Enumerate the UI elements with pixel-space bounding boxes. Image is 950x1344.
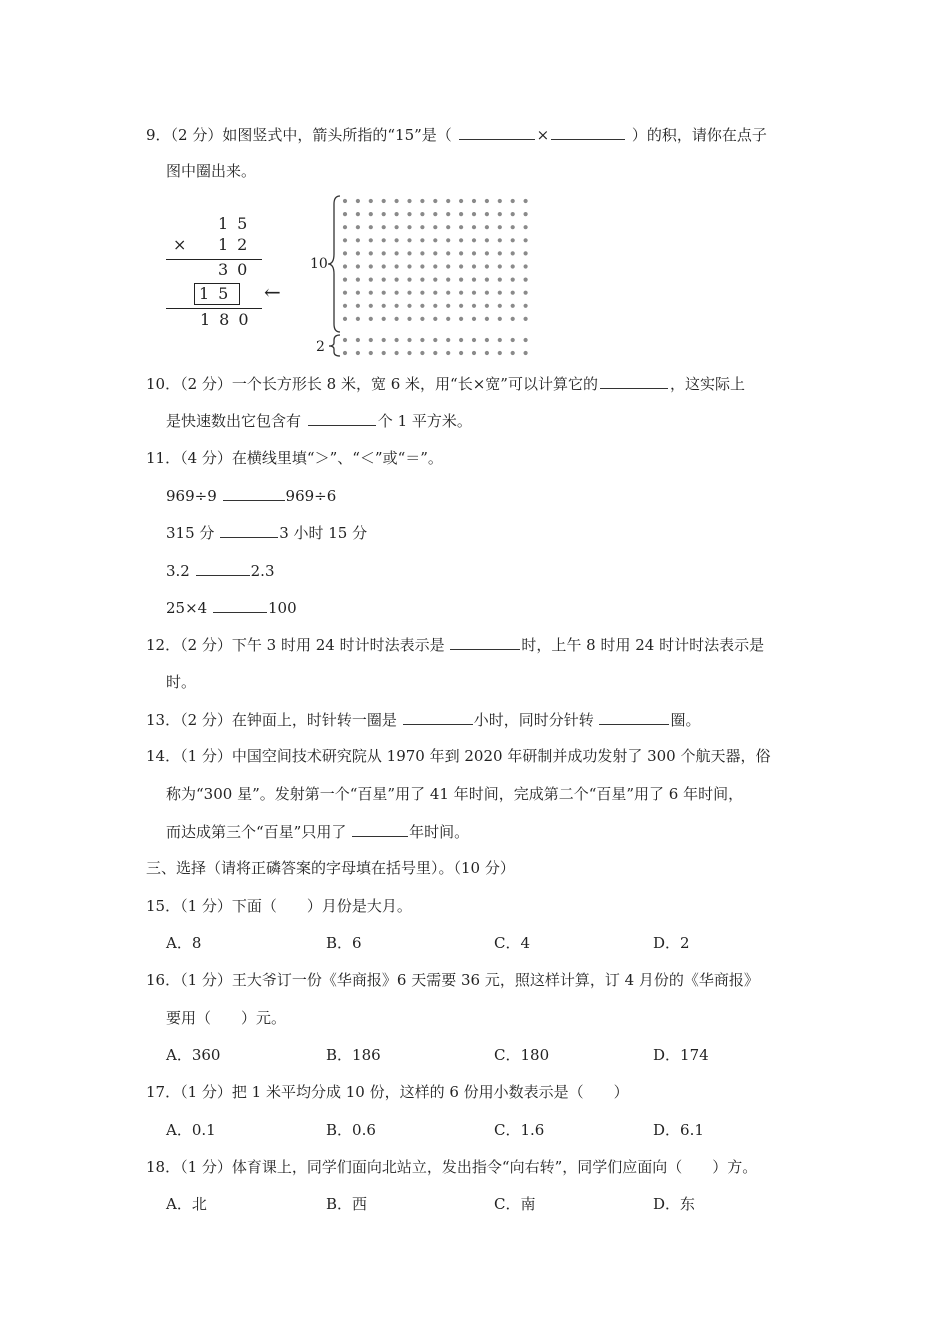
grid-dot[interactable] (433, 317, 437, 321)
grid-dot[interactable] (472, 338, 476, 342)
grid-dot[interactable] (369, 264, 373, 268)
grid-dot[interactable] (420, 238, 424, 242)
grid-dot[interactable] (498, 351, 502, 355)
grid-dot[interactable] (459, 351, 463, 355)
grid-dot[interactable] (485, 251, 489, 255)
grid-dot[interactable] (459, 304, 463, 308)
q11-item-3 (166, 560, 275, 581)
q9-line2: 图中圈出来。 (166, 162, 257, 180)
q18-stem: 18．（1 分）体育课上，同学们面向北站立，发出指令“向右转”，同学们应面向（ ）方。 (146, 1158, 758, 1176)
grid-dot[interactable] (524, 304, 528, 308)
grid-dot[interactable] (446, 278, 450, 282)
grid-dot[interactable] (459, 238, 463, 242)
grid-dot[interactable] (446, 212, 450, 216)
q10-text-a: 10．（2 分）一个长方形长 8 米，宽 6 米，用“长×宽”可以计算它的 (146, 375, 598, 393)
q9-times: × (536, 126, 550, 144)
q11-blank-4[interactable] (213, 597, 267, 613)
grid-dot[interactable] (433, 238, 437, 242)
grid-dot[interactable] (446, 225, 450, 229)
q16-option-c[interactable]: C．180 (494, 1046, 550, 1064)
grid-dot[interactable] (395, 304, 399, 308)
grid-dot[interactable] (356, 238, 360, 242)
grid-dot[interactable] (511, 304, 515, 308)
q18-option-d[interactable]: D．东 (653, 1195, 696, 1213)
grid-dot[interactable] (498, 291, 502, 295)
grid-dot[interactable] (356, 251, 360, 255)
grid-dot[interactable] (343, 351, 347, 355)
grid-dot[interactable] (407, 251, 411, 255)
grid-dot[interactable] (472, 251, 476, 255)
q11-item-1-left: 969÷9 (166, 487, 217, 505)
grid-dot[interactable] (511, 351, 515, 355)
grid-dot[interactable] (420, 264, 424, 268)
grid-dot[interactable] (420, 317, 424, 321)
grid-dot[interactable] (485, 304, 489, 308)
grid-dot[interactable] (485, 317, 489, 321)
grid-dot[interactable] (407, 351, 411, 355)
q18-option-c[interactable]: C．南 (494, 1195, 536, 1213)
grid-dot[interactable] (369, 238, 373, 242)
grid-dot[interactable] (485, 338, 489, 342)
q11-item-2-left: 315 分 (166, 524, 215, 542)
grid-dot[interactable] (459, 291, 463, 295)
q15-stem: 15．（1 分）下面（ ）月份是大月。 (146, 897, 412, 915)
grid-dot[interactable] (395, 338, 399, 342)
grid-dot[interactable] (369, 212, 373, 216)
grid-dot[interactable] (433, 291, 437, 295)
grid-dot[interactable] (369, 291, 373, 295)
grid-dot[interactable] (343, 317, 347, 321)
grid-dot[interactable] (356, 338, 360, 342)
q10-text-c: 是快速数出它包含有 (166, 412, 302, 430)
grid-dot[interactable] (472, 351, 476, 355)
grid-dot[interactable] (459, 338, 463, 342)
grid-dot[interactable] (446, 338, 450, 342)
q14-text-b: 年时间。 (409, 823, 470, 841)
grid-dot[interactable] (356, 199, 360, 203)
grid-dot[interactable] (395, 351, 399, 355)
grid-dot[interactable] (498, 251, 502, 255)
q10-text-b: ，这实际上 (669, 375, 745, 393)
grid-dot[interactable] (498, 264, 502, 268)
grid-dot[interactable] (382, 351, 386, 355)
grid-dot[interactable] (433, 278, 437, 282)
q18-options (166, 1194, 766, 1216)
q13-blank-2[interactable] (599, 709, 669, 725)
q9-text-a: 9．（2 分）如图竖式中，箭头所指的“15”是（ (146, 126, 452, 144)
grid-dot[interactable] (524, 278, 528, 282)
grid-dot[interactable] (343, 225, 347, 229)
grid-dot[interactable] (369, 199, 373, 203)
grid-dot[interactable] (524, 212, 528, 216)
grid-dot[interactable] (498, 278, 502, 282)
grid-dot[interactable] (485, 199, 489, 203)
grid-dot[interactable] (472, 199, 476, 203)
grid-dot[interactable] (382, 264, 386, 268)
grid-dot[interactable] (382, 278, 386, 282)
grid-dot[interactable] (356, 317, 360, 321)
grid-dot[interactable] (433, 304, 437, 308)
grid-dot[interactable] (407, 199, 411, 203)
grid-dot[interactable] (433, 264, 437, 268)
grid-dot[interactable] (369, 304, 373, 308)
grid-dot[interactable] (511, 199, 515, 203)
q11-blank-2[interactable] (220, 522, 278, 538)
grid-dot[interactable] (472, 304, 476, 308)
q11-item-4 (166, 597, 297, 618)
grid-dot[interactable] (407, 304, 411, 308)
q17-option-d[interactable]: D．6.1 (653, 1121, 704, 1139)
grid-dot[interactable] (524, 251, 528, 255)
grid-dot[interactable] (472, 317, 476, 321)
q15-option-c[interactable]: C．4 (494, 934, 531, 952)
grid-dot[interactable] (498, 212, 502, 216)
q14-blank[interactable] (352, 821, 408, 837)
calc-partial-1: 30 (218, 260, 257, 279)
grid-dot[interactable] (369, 278, 373, 282)
grid-dot[interactable] (343, 264, 347, 268)
q15-option-d[interactable]: D．2 (653, 934, 690, 952)
arrow-left-icon: ← (264, 280, 281, 304)
grid-dot[interactable] (356, 304, 360, 308)
grid-dot[interactable] (485, 278, 489, 282)
grid-dot[interactable] (395, 199, 399, 203)
grid-dot[interactable] (356, 278, 360, 282)
grid-dot[interactable] (511, 338, 515, 342)
grid-dot[interactable] (407, 291, 411, 295)
q13-text-a: 13．（2 分）在钟面上，时针转一圈是 (146, 711, 397, 729)
grid-dot[interactable] (407, 212, 411, 216)
grid-dot[interactable] (382, 199, 386, 203)
grid-dot[interactable] (459, 264, 463, 268)
grid-dot[interactable] (511, 264, 515, 268)
grid-dot[interactable] (420, 251, 424, 255)
grid-dot[interactable] (524, 338, 528, 342)
grid-dot[interactable] (407, 238, 411, 242)
q17-option-a[interactable]: A．0.1 (166, 1121, 216, 1139)
grid-dot[interactable] (446, 317, 450, 321)
q16-option-d[interactable]: D．174 (653, 1046, 709, 1064)
grid-dot[interactable] (343, 304, 347, 308)
calc-result: 180 (200, 310, 258, 329)
grid-dot[interactable] (433, 212, 437, 216)
q16-option-a[interactable]: A．360 (166, 1046, 221, 1064)
dot-grid-label-10: 10 (310, 256, 328, 272)
q12-text-a: 12．（2 分）下午 3 时用 24 时计时法表示是 (146, 636, 445, 654)
grid-dot[interactable] (511, 278, 515, 282)
grid-dot[interactable] (459, 317, 463, 321)
grid-dot[interactable] (498, 304, 502, 308)
q14-line3 (166, 821, 469, 842)
grid-dot[interactable] (407, 338, 411, 342)
q9-vertical-calculation (160, 212, 280, 332)
grid-dot[interactable] (511, 212, 515, 216)
q9-blank-1[interactable] (459, 124, 535, 140)
q11-title: 11．（4 分）在横线里填“＞”、“＜”或“＝”。 (146, 449, 443, 467)
grid-dot[interactable] (446, 264, 450, 268)
grid-dot[interactable] (459, 199, 463, 203)
grid-dot[interactable] (395, 278, 399, 282)
grid-dot[interactable] (395, 251, 399, 255)
grid-dot[interactable] (485, 351, 489, 355)
q11-item-1-right: 969÷6 (285, 487, 337, 505)
grid-dot[interactable] (472, 212, 476, 216)
grid-dot[interactable] (407, 278, 411, 282)
q16-line2: 要用（ ）元。 (166, 1009, 287, 1027)
grid-dot[interactable] (511, 225, 515, 229)
q10-line2 (166, 410, 472, 431)
grid-dot[interactable] (459, 212, 463, 216)
q12-line1 (146, 634, 764, 655)
q11-item-4-right: 100 (267, 599, 297, 617)
q15-options (166, 933, 766, 955)
q12-line2: 时。 (166, 673, 197, 691)
grid-dot[interactable] (472, 278, 476, 282)
grid-dot[interactable] (511, 238, 515, 242)
grid-dot[interactable] (524, 291, 528, 295)
grid-dot[interactable] (511, 251, 515, 255)
q15-option-b[interactable]: B．6 (326, 934, 362, 952)
q17-option-b[interactable]: B．0.6 (326, 1121, 376, 1139)
q17-stem: 17．（1 分）把 1 米平均分成 10 份，这样的 6 份用小数表示是（ ） (146, 1083, 629, 1101)
q9-line1 (146, 124, 767, 145)
grid-dot[interactable] (395, 264, 399, 268)
q11-item-2 (166, 522, 367, 543)
grid-dot[interactable] (511, 317, 515, 321)
q13-blank-1[interactable] (403, 709, 473, 725)
grid-dot[interactable] (420, 338, 424, 342)
grid-dot[interactable] (395, 317, 399, 321)
grid-dot[interactable] (459, 278, 463, 282)
grid-dot[interactable] (446, 238, 450, 242)
grid-dot[interactable] (343, 291, 347, 295)
grid-dot[interactable] (498, 225, 502, 229)
grid-dot[interactable] (369, 225, 373, 229)
calc-times-sign: × (173, 235, 187, 254)
q14-text-a: 而达成第三个“百星”只用了 (166, 823, 347, 841)
grid-dot[interactable] (472, 291, 476, 295)
q18-option-b[interactable]: B．西 (326, 1195, 368, 1213)
grid-dot[interactable] (395, 225, 399, 229)
grid-dot[interactable] (369, 351, 373, 355)
grid-dot[interactable] (382, 291, 386, 295)
q10-line1 (146, 373, 745, 394)
q11-item-3-left: 3.2 (166, 562, 190, 580)
q11-item-1 (166, 485, 336, 506)
dot-grid-label-2: 2 (316, 339, 325, 355)
grid-dot[interactable] (369, 338, 373, 342)
grid-dot[interactable] (472, 225, 476, 229)
q10-blank-2[interactable] (308, 410, 376, 426)
grid-dot[interactable] (382, 338, 386, 342)
grid-dot[interactable] (459, 225, 463, 229)
grid-dot[interactable] (472, 264, 476, 268)
grid-dot[interactable] (498, 338, 502, 342)
q10-blank-1[interactable] (600, 373, 668, 389)
grid-dot[interactable] (524, 351, 528, 355)
grid-dot[interactable] (343, 278, 347, 282)
q12-blank-1[interactable] (450, 634, 520, 650)
grid-dot[interactable] (472, 238, 476, 242)
grid-dot[interactable] (395, 291, 399, 295)
q11-item-3-right: 2.3 (250, 562, 275, 580)
dot-grid[interactable] (338, 192, 538, 362)
grid-dot[interactable] (524, 199, 528, 203)
q11-item-2-right: 3 小时 15 分 (279, 524, 368, 542)
grid-dot[interactable] (485, 264, 489, 268)
grid-dot[interactable] (446, 304, 450, 308)
grid-dot[interactable] (446, 351, 450, 355)
section-3-heading: 三、选择（请将正磷答案的字母填在括号里）。（10 分） (146, 859, 515, 877)
grid-dot[interactable] (498, 238, 502, 242)
grid-dot[interactable] (433, 225, 437, 229)
q11-blank-1[interactable] (223, 485, 285, 501)
q15-option-a[interactable]: A．8 (166, 934, 202, 952)
grid-dot[interactable] (459, 251, 463, 255)
q16-options (166, 1045, 766, 1067)
grid-dot[interactable] (382, 212, 386, 216)
q10-text-d: 个 1 平方米。 (377, 412, 472, 430)
grid-dot[interactable] (420, 225, 424, 229)
q16-line1: 16．（1 分）王大爷订一份《华商报》6 天需要 36 元，照这样计算，订 4 月份的《华商报》 (146, 971, 759, 989)
q9-blank-2[interactable] (551, 124, 625, 140)
grid-dot[interactable] (369, 251, 373, 255)
q17-option-c[interactable]: C．1.6 (494, 1121, 545, 1139)
calc-multiplicand: 15 (218, 214, 257, 233)
q13-text-c: 圈。 (670, 711, 701, 729)
grid-dot[interactable] (446, 199, 450, 203)
q11-item-4-left: 25×4 (166, 599, 208, 617)
grid-dot[interactable] (382, 251, 386, 255)
q14-line2: 称为“300 星”。发射第一个“百星”用了 41 年时间，完成第二个“百星”用了 6 年时间， (166, 785, 744, 803)
grid-dot[interactable] (498, 199, 502, 203)
grid-dot[interactable] (369, 317, 373, 321)
grid-dot[interactable] (343, 199, 347, 203)
grid-dot[interactable] (524, 238, 528, 242)
grid-dot[interactable] (356, 212, 360, 216)
grid-dot[interactable] (524, 264, 528, 268)
grid-dot[interactable] (356, 291, 360, 295)
calc-rule-2 (166, 308, 262, 309)
grid-dot[interactable] (420, 278, 424, 282)
grid-dot[interactable] (407, 317, 411, 321)
grid-dot[interactable] (485, 225, 489, 229)
grid-dot[interactable] (485, 291, 489, 295)
grid-dot[interactable] (356, 264, 360, 268)
grid-dot[interactable] (433, 199, 437, 203)
q13-text-b: 小时，同时分针转 (473, 711, 594, 729)
grid-dot[interactable] (382, 317, 386, 321)
grid-dot[interactable] (356, 351, 360, 355)
grid-dot[interactable] (420, 212, 424, 216)
grid-dot[interactable] (433, 338, 437, 342)
grid-dot[interactable] (343, 238, 347, 242)
grid-dot[interactable] (395, 238, 399, 242)
grid-dot[interactable] (433, 351, 437, 355)
grid-dot[interactable] (524, 317, 528, 321)
grid-dot[interactable] (343, 338, 347, 342)
grid-dot[interactable] (395, 212, 399, 216)
grid-dot[interactable] (356, 225, 360, 229)
grid-dot[interactable] (420, 351, 424, 355)
q17-options (166, 1120, 766, 1142)
grid-dot[interactable] (382, 238, 386, 242)
grid-dot[interactable] (485, 212, 489, 216)
grid-dot[interactable] (420, 291, 424, 295)
grid-dot[interactable] (343, 212, 347, 216)
q18-option-a[interactable]: A．北 (166, 1195, 207, 1213)
grid-dot[interactable] (420, 199, 424, 203)
grid-dot[interactable] (382, 225, 386, 229)
grid-dot[interactable] (485, 238, 489, 242)
q13-line (146, 709, 701, 730)
grid-dot[interactable] (420, 304, 424, 308)
calc-multiplier: 12 (218, 235, 257, 254)
q16-option-b[interactable]: B．186 (326, 1046, 381, 1064)
q11-blank-3[interactable] (196, 560, 250, 576)
q9-text-b: ）的积，请你在点子 (631, 126, 767, 144)
grid-dot[interactable] (524, 225, 528, 229)
grid-dot[interactable] (498, 317, 502, 321)
calc-partial-2-boxed: 15 (194, 283, 240, 305)
grid-dot[interactable] (511, 291, 515, 295)
grid-dot[interactable] (446, 251, 450, 255)
grid-dot[interactable] (407, 225, 411, 229)
q12-text-b: 时，上午 8 时用 24 时计时法表示是 (521, 636, 765, 654)
grid-dot[interactable] (382, 304, 386, 308)
grid-dot[interactable] (446, 291, 450, 295)
grid-dot[interactable] (343, 251, 347, 255)
grid-dot[interactable] (433, 251, 437, 255)
grid-dot[interactable] (407, 264, 411, 268)
q14-line1: 14．（1 分）中国空间技术研究院从 1970 年到 2020 年研制并成功发射了 300 个航天器，俗 (146, 747, 771, 765)
